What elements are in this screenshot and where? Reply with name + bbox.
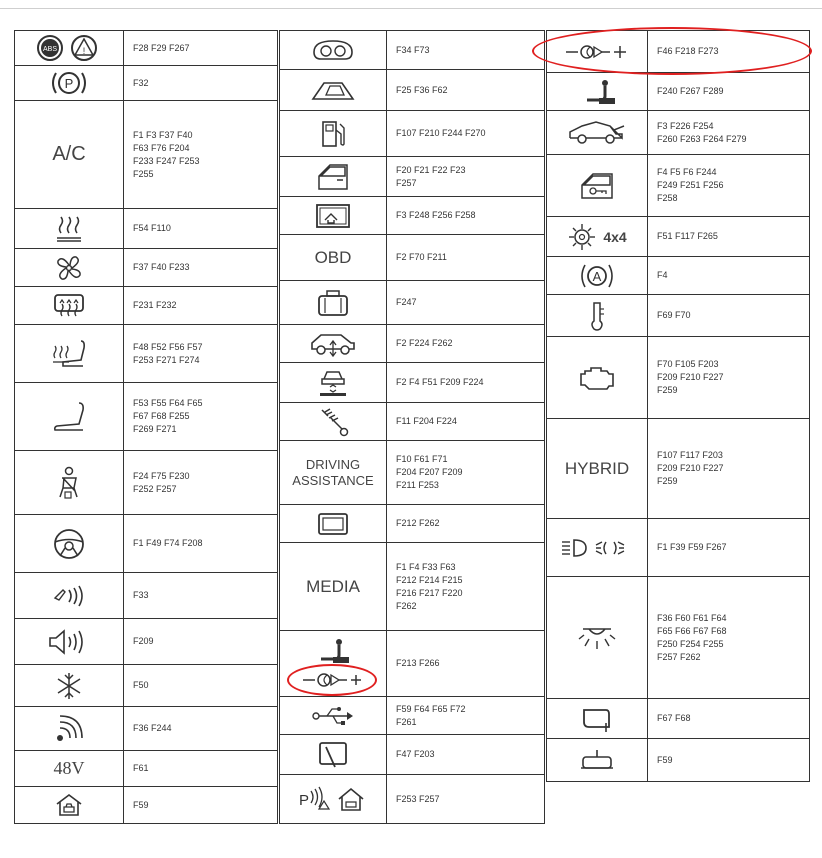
snowflake-icon xyxy=(15,665,124,706)
fuse-codes: F2 F70 F211 xyxy=(396,252,447,262)
fuse-codes: F1 F49 F74 F208 xyxy=(133,538,203,548)
table-row xyxy=(15,451,277,515)
tow-hitch-plug-icon xyxy=(280,631,387,696)
table-row xyxy=(280,111,544,157)
table-row xyxy=(280,70,544,111)
hybrid-label: HYBRID xyxy=(547,419,648,518)
table-row xyxy=(280,735,544,775)
wiper-icon xyxy=(280,735,387,774)
top-border xyxy=(0,0,822,9)
obd-label: OBD xyxy=(280,235,387,280)
wireless-signal-icon xyxy=(15,707,124,750)
fuse-codes: F253 F257 xyxy=(396,793,440,804)
table-row xyxy=(547,73,809,111)
fuse-codes: F36 F60 F61 F64 F65 F66 F67 F68 F250 F254 F255 F257 F262 xyxy=(657,612,727,662)
car-door-icon xyxy=(280,157,387,196)
fuse-codes: F59 xyxy=(657,754,673,765)
fuse-codes: F2 F224 F262 xyxy=(396,338,453,348)
fuse-codes: F1 F3 F37 F40 F63 F76 F204 F233 F247 F253 F255 xyxy=(133,129,200,179)
fuse-codes: F213 F266 xyxy=(396,658,440,668)
park-assist-garage-icon xyxy=(280,775,387,823)
table-row xyxy=(280,543,544,631)
fuse-column-2 xyxy=(279,30,545,824)
fuse-codes: F70 F105 F203 F209 F210 F227 F259 xyxy=(657,359,724,395)
table-row xyxy=(547,519,809,577)
steering-wheel-icon xyxy=(15,515,124,572)
table-row xyxy=(15,101,277,209)
table-row xyxy=(15,707,277,751)
headlight-icon xyxy=(547,519,648,576)
fan-icon xyxy=(15,249,124,286)
media-label: MEDIA xyxy=(280,543,387,630)
svg-text:ABS: ABS xyxy=(42,46,58,53)
table-row xyxy=(547,111,809,155)
mirror-icon xyxy=(547,699,648,738)
fuse-codes: F28 F29 F267 xyxy=(133,42,190,53)
seat-icon xyxy=(15,383,124,450)
table-row xyxy=(547,217,809,257)
fuse-codes: F247 xyxy=(396,297,417,307)
table-row xyxy=(280,775,544,823)
table-row xyxy=(547,739,809,781)
svg-text:A: A xyxy=(592,268,602,284)
driving-assistance-label: DRIVING ASSISTANCE xyxy=(280,441,387,504)
table-row xyxy=(15,573,277,619)
table-row xyxy=(15,787,277,823)
shock-absorber-icon xyxy=(280,403,387,440)
table-row xyxy=(280,157,544,197)
fuse-codes: F46 F218 F273 xyxy=(657,46,719,56)
fuse-codes: F67 F68 xyxy=(657,713,691,723)
tow-hitch-icon xyxy=(547,73,648,110)
battery-icon xyxy=(280,281,387,324)
table-row xyxy=(547,257,809,295)
keyless-signal-icon xyxy=(15,573,124,618)
trailer-plug-icon xyxy=(547,31,648,72)
table-row xyxy=(280,235,544,281)
fuse-codes: F212 F262 xyxy=(396,518,440,528)
fuse-codes: F3 F226 F254 F260 F263 F264 F279 xyxy=(657,120,747,144)
fuse-codes: F32 xyxy=(133,77,149,88)
fuse-codes: F50 xyxy=(133,680,149,690)
heated-windshield-icon xyxy=(15,209,124,248)
table-row xyxy=(15,209,277,249)
fuse-codes: F25 F36 F62 xyxy=(396,84,448,95)
rear-view-mirror-icon xyxy=(547,739,648,781)
fuse-codes: F1 F4 F33 F63 F212 F214 F215 F216 F217 F220 F262 xyxy=(396,561,463,611)
speaker-icon xyxy=(15,619,124,664)
parking-brake-icon xyxy=(15,66,124,100)
table-row xyxy=(15,66,277,101)
fuse-codes: F36 F244 xyxy=(133,723,172,733)
4x4-icon: 4x4 xyxy=(547,217,648,256)
table-row xyxy=(15,619,277,665)
table-row xyxy=(15,31,277,66)
fuse-codes: F4 xyxy=(657,270,668,280)
thermometer-icon xyxy=(547,295,648,336)
table-row xyxy=(15,515,277,573)
fuse-codes: F37 F40 F233 xyxy=(133,262,190,272)
table-row xyxy=(15,665,277,707)
table-row xyxy=(280,197,544,235)
fuse-codes: F59 F64 F65 F72 F261 xyxy=(396,703,466,727)
table-row xyxy=(280,403,544,441)
table-row xyxy=(547,295,809,337)
fuse-codes: F10 F61 F71 F204 F207 F209 F211 F253 xyxy=(396,454,463,490)
table-row xyxy=(15,751,277,787)
instrument-cluster-icon xyxy=(280,31,387,69)
fuse-codes: F51 F117 F265 xyxy=(657,231,718,241)
fuse-codes: F24 F75 F230 F252 F257 xyxy=(133,470,190,494)
fuel-pump-icon xyxy=(280,111,387,156)
fuse-codes: F48 F52 F56 F57 F253 F271 F274 xyxy=(133,341,203,365)
svg-text:P: P xyxy=(299,792,310,809)
table-row xyxy=(547,337,809,419)
ac-label: A/C xyxy=(15,101,124,208)
fuse-codes: F240 F267 F289 xyxy=(657,86,724,96)
fuse-column-3 xyxy=(546,30,810,782)
fuse-codes: F20 F21 F22 F23 F257 xyxy=(396,164,466,188)
fuse-codes: F209 xyxy=(133,636,154,646)
sunroof-icon xyxy=(280,70,387,110)
fuse-codes: F107 F210 F244 F270 xyxy=(396,128,486,138)
table-row xyxy=(15,249,277,287)
table-row xyxy=(15,325,277,383)
fuse-codes: F1 F39 F59 F267 xyxy=(657,542,727,552)
monitor-icon xyxy=(280,505,387,542)
fuse-column-1 xyxy=(14,30,278,824)
table-row xyxy=(547,419,809,519)
fuse-codes: F107 F117 F203 F209 F210 F227 F259 xyxy=(657,450,724,486)
table-row xyxy=(547,699,809,739)
fuse-codes: F53 F55 F64 F65 F67 F68 F255 F269 F271 xyxy=(133,398,203,434)
fuse-codes: F54 F110 xyxy=(133,223,171,233)
fuse-codes: F3 F248 F256 F258 xyxy=(396,210,476,220)
fuse-codes: F47 F203 xyxy=(396,749,435,759)
table-row xyxy=(547,577,809,699)
table-row xyxy=(280,281,544,325)
table-row xyxy=(280,505,544,543)
fuse-codes: F59 xyxy=(133,799,149,810)
svg-text:P: P xyxy=(64,76,74,91)
fuse-codes: F33 xyxy=(133,590,149,600)
door-key-icon xyxy=(547,155,648,216)
tailgate-car-icon xyxy=(280,325,387,362)
fuse-codes: F4 F5 F6 F244 F249 F251 F256 F258 xyxy=(657,167,724,203)
heated-seat-icon xyxy=(15,325,124,382)
rear-defrost-icon xyxy=(15,287,124,324)
table-row xyxy=(15,383,277,451)
car-open-trunk-icon xyxy=(547,111,648,154)
fuse-codes: F61 xyxy=(133,763,149,773)
car-lift-icon xyxy=(280,363,387,402)
fuse-codes: F69 F70 xyxy=(657,310,691,320)
table-row xyxy=(280,697,544,735)
table-row xyxy=(280,325,544,363)
fuse-codes: F2 F4 F51 F209 F224 xyxy=(396,377,484,387)
fuse-codes: F34 F73 xyxy=(396,44,430,55)
table-row xyxy=(280,31,544,70)
interior-light-icon xyxy=(547,577,648,698)
auto-start-stop-icon xyxy=(547,257,648,294)
fuse-codes: F231 F232 xyxy=(133,300,177,310)
48v-label: 48V xyxy=(15,751,124,786)
table-row xyxy=(547,31,809,73)
table-row xyxy=(280,363,544,403)
table-row xyxy=(280,631,544,697)
svg-text:!: ! xyxy=(82,46,86,56)
table-row xyxy=(15,287,277,325)
display-screen-icon xyxy=(280,197,387,234)
garage-icon xyxy=(15,787,124,823)
abs-warning-icon xyxy=(15,31,124,65)
usb-icon xyxy=(280,697,387,734)
fuse-codes: F11 F204 F224 xyxy=(396,416,457,426)
table-row xyxy=(280,441,544,505)
seatbelt-icon xyxy=(15,451,124,514)
engine-check-icon xyxy=(547,337,648,418)
table-row xyxy=(547,155,809,217)
